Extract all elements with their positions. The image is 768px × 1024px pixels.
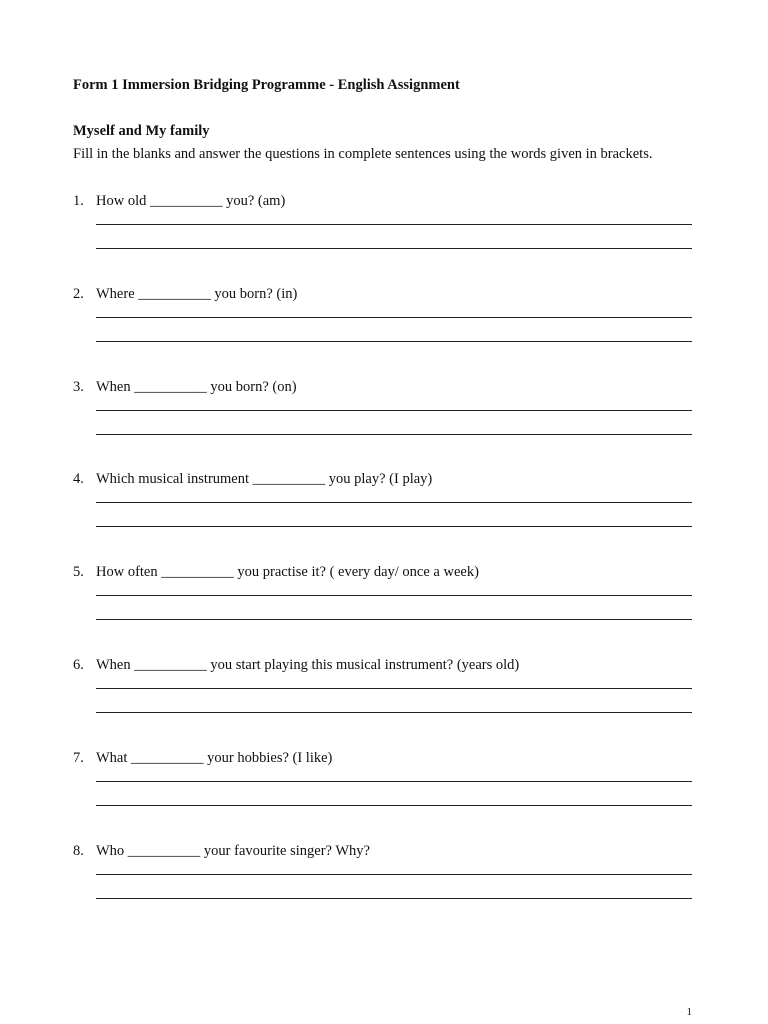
question-text: Who __________ your favourite singer? Why?	[96, 843, 370, 859]
answer-line[interactable]	[96, 248, 692, 249]
answer-line[interactable]	[96, 434, 692, 435]
question-text: When __________ you born? (on)	[96, 379, 297, 395]
page-number: 1	[686, 1006, 692, 1018]
question-number: 4.	[73, 471, 84, 487]
question-2	[73, 286, 693, 366]
question-number: 8.	[73, 843, 84, 859]
answer-line[interactable]	[96, 317, 692, 318]
question-number: 7.	[73, 750, 84, 766]
answer-line[interactable]	[96, 595, 692, 596]
question-7	[73, 750, 693, 830]
answer-line[interactable]	[96, 619, 692, 620]
question-number: 2.	[73, 286, 84, 302]
question-6	[73, 657, 693, 737]
question-3	[73, 379, 693, 459]
section-title: Myself and My family	[73, 123, 210, 139]
answer-line[interactable]	[96, 224, 692, 225]
instructions: Fill in the blanks and answer the questions in complete sentences using the words given in brackets.	[73, 146, 653, 162]
question-number: 6.	[73, 657, 84, 673]
question-text: When __________ you start playing this musical instrument? (years old)	[96, 657, 520, 673]
answer-line[interactable]	[96, 341, 692, 342]
question-text: Where __________ you born? (in)	[96, 286, 298, 302]
question-number: 1.	[73, 193, 84, 209]
question-4	[73, 471, 693, 551]
question-text: Which musical instrument __________ you play? (I play)	[96, 471, 433, 487]
answer-line[interactable]	[96, 898, 692, 899]
page-title: Form 1 Immersion Bridging Programme - English Assignment	[73, 77, 460, 93]
question-1	[73, 193, 693, 273]
answer-line[interactable]	[96, 526, 692, 527]
question-number: 5.	[73, 564, 84, 580]
answer-line[interactable]	[96, 874, 692, 875]
question-5	[73, 564, 693, 644]
question-text: How often __________ you practise it? ( every day/ once a week)	[96, 564, 479, 580]
question-text: What __________ your hobbies? (I like)	[96, 750, 333, 766]
answer-line[interactable]	[96, 688, 692, 689]
answer-line[interactable]	[96, 781, 692, 782]
answer-line[interactable]	[96, 712, 692, 713]
answer-line[interactable]	[96, 805, 692, 806]
answer-line[interactable]	[96, 502, 692, 503]
question-number: 3.	[73, 379, 84, 395]
answer-line[interactable]	[96, 410, 692, 411]
question-8	[73, 843, 693, 923]
question-text: How old __________ you? (am)	[96, 193, 286, 209]
